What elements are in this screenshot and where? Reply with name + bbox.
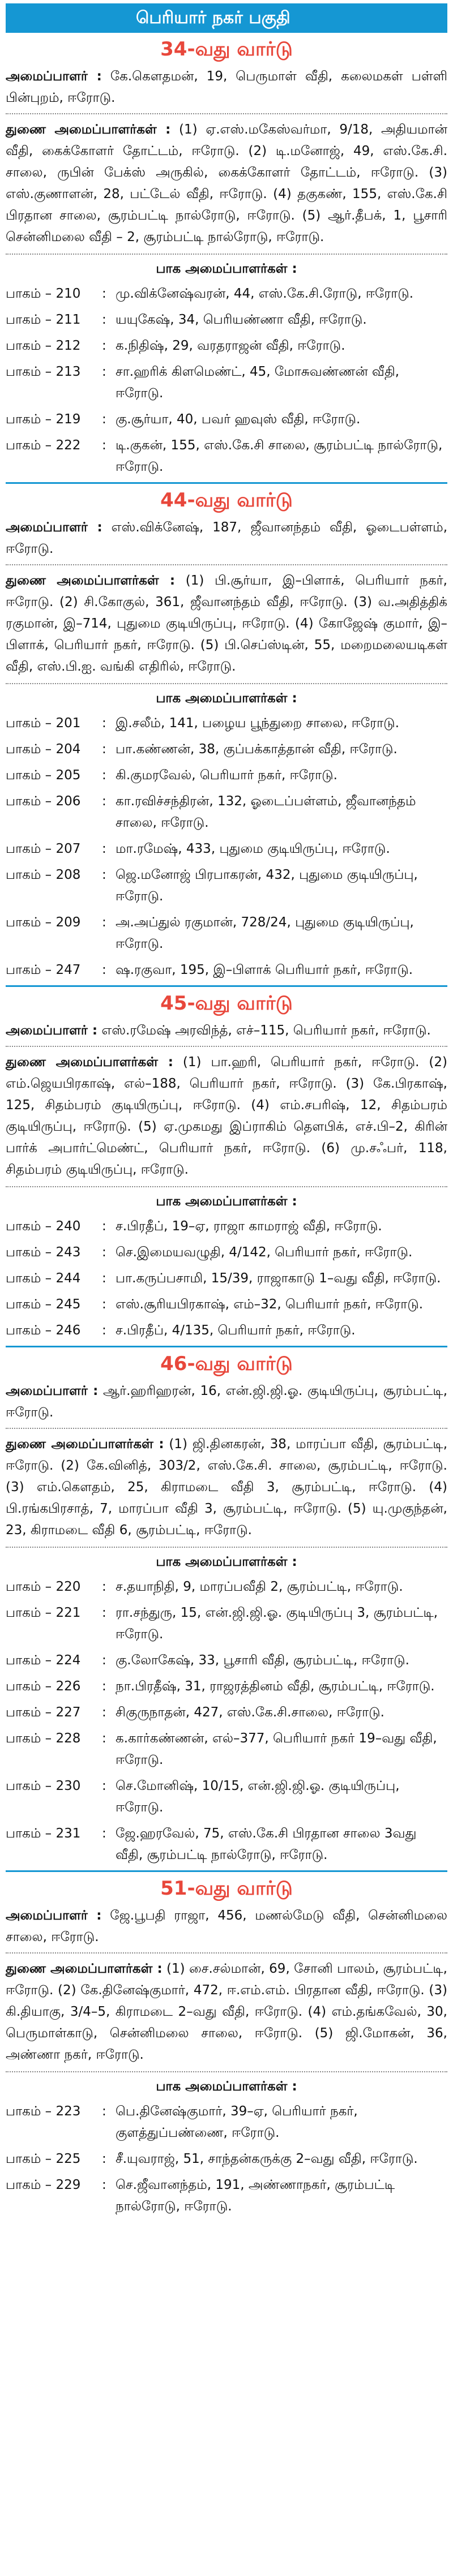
booth-number: பாகம் – 211 xyxy=(6,312,81,327)
booth-organizers-heading: பாக அமைப்பாளர்கள் : xyxy=(6,2071,447,2101)
booth-row xyxy=(6,1702,447,1723)
ward-section xyxy=(6,33,447,478)
booth-number: பாகம் – 229 xyxy=(6,2178,81,2192)
booth-organizer: செ.மோனிஷ், 10/15, என்.ஜி.ஜி.ஓ. குடியிருப்பு, ஈரோடு. xyxy=(116,1779,400,1815)
ward-section xyxy=(6,1346,447,1866)
booth-number: பாகம் – 224 xyxy=(6,1653,81,1668)
booth-organizer: ரா.சந்துரு, 15, என்.ஜி.ஜி.ஓ. குடியிருப்பு 3, சூரம்பட்டி, ஈரோடு. xyxy=(116,1605,438,1642)
booth-number: பாகம் – 225 xyxy=(6,2152,81,2166)
booth-row xyxy=(6,959,447,981)
booth-organizer: ஜே.ஹரவேல், 75, எஸ்.கே.சி பிரதான சாலை 3வது வீதி, சூரம்பட்டி நால்ரோடு, ஈரோடு. xyxy=(116,1826,417,1862)
ward-section xyxy=(6,482,447,981)
booth-colon: : xyxy=(102,1245,106,1260)
ward-deputies xyxy=(6,1433,447,1541)
booth-organizer: கா.ரவிச்சந்திரன், 132, ஓடைப்பள்ளம், ஜீவானந்தம் சாலை, ஈரோடு. xyxy=(116,794,416,830)
booth-row xyxy=(6,2174,447,2217)
booth-number: பாகம் – 207 xyxy=(6,842,81,856)
dotted-divider xyxy=(6,1428,447,1429)
booth-number: பாகம் – 213 xyxy=(6,364,81,379)
booth-organizer: சீ.யுவராஜ், 51, சாந்தன்கருக்கு 2–வது வீதி, ஈரோடு. xyxy=(116,2152,418,2166)
booth-organizer: டி.குகன், 155, எஸ்.கே.சி சாலை, சூரம்பட்டி நால்ரோடு, ஈரோடு. xyxy=(116,438,443,474)
booth-row xyxy=(6,912,447,955)
secretary-label: அமைப்பாளர் : xyxy=(6,1908,102,1923)
booth-colon: : xyxy=(102,338,106,353)
booth-colon: : xyxy=(102,1297,106,1312)
secretary-details: கே.கௌதமன், 19, பெருமாள் வீதி, கலைமகள் பள்ளி பின்புறம், ஈரோடு. xyxy=(6,69,448,105)
ward-title: 34-வது வார்டு xyxy=(160,38,293,61)
booth-number: பாகம் – 221 xyxy=(6,1605,81,1620)
ward-deputies xyxy=(6,1051,447,1180)
booth-number: பாகம் – 220 xyxy=(6,1579,81,1594)
booth-number: பாகம் – 226 xyxy=(6,1679,81,1694)
ward-secretary xyxy=(6,66,447,109)
booth-row xyxy=(6,1294,447,1315)
booth-organizer: யயுகேஷ், 34, பெரியண்ணா வீதி, ஈரோடு. xyxy=(116,312,367,327)
booth-organizer: அ.அப்துல் ரகுமான், 728/24, புதுமை குடியிருப்பு, ஈரோடு. xyxy=(116,915,414,951)
secretary-details: ஜே.பூபதி ராஜா, 456, மணல்மேடு வீதி, சென்னிமலை சாலை, ஈரோடு. xyxy=(6,1908,447,1944)
booth-colon: : xyxy=(102,438,106,453)
booth-organizer: பெ.தினேஷ்குமார், 39–ஏ, பெரியார் நகர், குளத்துப்பண்ணை, ஈரோடு. xyxy=(116,2104,358,2140)
booth-colon: : xyxy=(102,2178,106,2192)
booth-organizer: இ.சலீம், 141, பழைய பூந்துறை சாலை, ஈரோடு. xyxy=(116,716,400,731)
secretary-details: எஸ்.ரமேஷ் அரவிந்த், எச்–115, பெரியார் நகர், ஈரோடு. xyxy=(101,1023,431,1038)
booth-number: பாகம் – 212 xyxy=(6,338,81,353)
deputies-label: துணை அமைப்பாளர்கள் : xyxy=(6,1961,163,1976)
deputies-label: துணை அமைப்பாளர்கள் : xyxy=(6,122,171,137)
booth-number: பாகம் – 223 xyxy=(6,2104,81,2119)
ward-title: 46-வது வார்டு xyxy=(160,1353,293,1375)
booth-organizer: ஷ.ரகுவா, 195, இ–பிளாக் பெரியார் நகர், ஈரோடு. xyxy=(116,963,413,977)
booth-organizer: சா.ஹரிக் கிளமெண்ட், 45, மோசுவண்ணன் வீதி, ஈரோடு. xyxy=(116,364,400,401)
booth-number: பாகம் – 205 xyxy=(6,768,81,783)
booth-colon: : xyxy=(102,1705,106,1720)
booth-number: பாகம் – 219 xyxy=(6,412,81,427)
booth-number: பாகம் – 247 xyxy=(6,963,81,977)
booth-number: பாகம் – 244 xyxy=(6,1271,81,1286)
booth-colon: : xyxy=(102,1219,106,1234)
booth-number: பாகம் – 208 xyxy=(6,868,81,882)
booth-row xyxy=(6,1576,447,1598)
booth-organizer: ச.பிரதீப், 4/135, பெரியார் நகர், ஈரோடு. xyxy=(116,1323,356,1338)
booth-colon: : xyxy=(102,716,106,731)
dotted-divider xyxy=(6,564,447,565)
ward-secretary xyxy=(6,1020,447,1041)
booth-row xyxy=(6,2148,447,2170)
booth-row xyxy=(6,765,447,786)
booth-number: பாகம் – 245 xyxy=(6,1297,81,1312)
booth-colon: : xyxy=(102,364,106,379)
dotted-divider xyxy=(6,113,447,114)
booth-row xyxy=(6,838,447,860)
booth-number: பாகம் – 222 xyxy=(6,438,81,453)
booth-organizers-heading: பாக அமைப்பாளர்கள் : xyxy=(6,254,447,283)
deputies-details: (1) பி.சூர்யா, இ–பிளாக், பெரியார் நகர், ஈரோடு. (2) சி.கோகுல், 361, ஜீவானந்தம் வீதி, ஈரோடு. (3) வ.அதித்திக் ரகுமான், இ–714, புதுமை குடியிருப்பு, ஈரோடு. (4) கோஜேஷ் குமார், இ–பிளாக், பெரியார் நகர், ஈரோடு. (5) பி.செப்ஸ்டின், 55, மறைமலையடிகள் வீதி, எஸ்.பி.ஐ. வங்கி எதிரில், ஈரோடு. xyxy=(6,573,447,674)
ward-section xyxy=(6,1870,447,2217)
booth-row xyxy=(6,712,447,734)
booth-row xyxy=(6,791,447,834)
deputies-details: (1) ஜி.தினகரன், 38, மாரப்பா வீதி, சூரம்பட்டி, ஈரோடு. (2) கே.வினித், 303/2, எஸ்.கே.சி. சாலை, சூரம்பட்டி, ஈரோடு. (3) எம்.கௌதம், 25, கிராமடை வீதி 3, சூரம்பட்டி, ஈரோடு. (4) பி.ரங்கபிரசாத், 7, மாரப்பா வீதி 3, சூரம்பட்டி, ஈரோடு. (5) யு.முகுந்தன், 23, கிராமடை வீதி 6, சூரம்பட்டி, ஈரோடு. xyxy=(6,1437,448,1538)
booth-colon: : xyxy=(102,1779,106,1793)
booth-number: பாகம் – 206 xyxy=(6,794,81,809)
ward-deputies xyxy=(6,1958,447,2066)
booth-number: பாகம் – 228 xyxy=(6,1731,81,1746)
ward-secretary xyxy=(6,517,447,560)
booth-number: பாகம் – 227 xyxy=(6,1705,81,1720)
booth-organizer: ச.தயாநிதி, 9, மாரப்பவீதி 2, சூரம்பட்டி, ஈரோடு. xyxy=(116,1579,403,1594)
booth-organizer: மா.ரமேஷ், 433, புதுமை குடியிருப்பு, ஈரோடு. xyxy=(116,842,390,856)
booth-row xyxy=(6,1676,447,1697)
booth-row xyxy=(6,435,447,478)
booth-colon: : xyxy=(102,1826,106,1841)
booth-row xyxy=(6,1650,447,1671)
booth-organizer: செ.ஜீவானந்தம், 191, அண்ணாநகர், சூரம்பட்டி நால்ரோடு, ஈரோடு. xyxy=(116,2178,395,2214)
booth-colon: : xyxy=(102,794,106,809)
booth-row xyxy=(6,739,447,760)
booth-row xyxy=(6,283,447,304)
booth-colon: : xyxy=(102,963,106,977)
booth-row xyxy=(6,1242,447,1263)
booth-colon: : xyxy=(102,742,106,757)
deputies-label: துணை அமைப்பாளர்கள் : xyxy=(6,1437,164,1452)
ward-section xyxy=(6,985,447,1341)
secretary-label: அமைப்பாளர் : xyxy=(6,1023,98,1038)
section-header: பெரியார் நகர் பகுதி xyxy=(6,3,447,33)
ward-secretary xyxy=(6,1905,447,1948)
ward-title: 45-வது வார்டு xyxy=(160,992,293,1015)
booth-colon: : xyxy=(102,2152,106,2166)
deputies-label: துணை அமைப்பாளர்கள் : xyxy=(6,1055,173,1070)
booth-number: பாகம் – 231 xyxy=(6,1826,81,1841)
booth-row xyxy=(6,309,447,330)
booth-organizers-heading: பாக அமைப்பாளர்கள் : xyxy=(6,1186,447,1216)
booth-number: பாகம் – 240 xyxy=(6,1219,81,1234)
booth-row xyxy=(6,1268,447,1289)
booth-organizer: செ.இமையவழுதி, 4/142, பெரியார் நகர், ஈரோடு. xyxy=(116,1245,413,1260)
booth-colon: : xyxy=(102,312,106,327)
secretary-label: அமைப்பாளர் : xyxy=(6,69,102,84)
booth-colon: : xyxy=(102,1731,106,1746)
booth-organizer: க.கார்கண்ணன், எல்–377, பெரியார் நகர் 19–வது வீதி, ஈரோடு. xyxy=(116,1731,437,1767)
booth-number: பாகம் – 204 xyxy=(6,742,81,757)
deputies-label: துணை அமைப்பாளர்கள் : xyxy=(6,573,176,588)
booth-number: பாகம் – 209 xyxy=(6,915,81,930)
booth-row xyxy=(6,335,447,357)
booth-colon: : xyxy=(102,1605,106,1620)
booth-colon: : xyxy=(102,1653,106,1668)
booth-number: பாகம் – 246 xyxy=(6,1323,81,1338)
booth-row xyxy=(6,409,447,430)
booth-number: பாகம் – 201 xyxy=(6,716,81,731)
booth-row xyxy=(6,1216,447,1237)
booth-organizer: கி.குமரவேல், பெரியார் நகர், ஈரோடு. xyxy=(116,768,337,783)
secretary-details: ஆர்.ஹரிஹரன், 16, என்.ஜி.ஜி.ஓ. குடியிருப்பு, சூரம்பட்டி, ஈரோடு. xyxy=(6,1384,448,1420)
booth-number: பாகம் – 230 xyxy=(6,1779,81,1793)
page xyxy=(0,3,453,2576)
booth-colon: : xyxy=(102,768,106,783)
booth-colon: : xyxy=(102,412,106,427)
booth-organizer: க.நிதிஷ், 29, வரதராஜன் வீதி, ஈரோடு. xyxy=(116,338,345,353)
booth-row xyxy=(6,864,447,907)
booth-number: பாகம் – 210 xyxy=(6,286,81,301)
booth-organizer: சிகுருநாதன், 427, எஸ்.கே.சி.சாலை, ஈரோடு. xyxy=(116,1705,384,1720)
booth-row xyxy=(6,1775,447,1818)
secretary-label: அமைப்பாளர் : xyxy=(6,1384,99,1398)
booth-organizers-heading: பாக அமைப்பாளர்கள் : xyxy=(6,683,447,712)
dotted-divider xyxy=(6,1046,447,1047)
booth-colon: : xyxy=(102,2104,106,2119)
booth-colon: : xyxy=(102,915,106,930)
secretary-label: அமைப்பாளர் : xyxy=(6,520,102,535)
booth-organizer: கு.சூர்யா, 40, பவர் ஹவுஸ் வீதி, ஈரோடு. xyxy=(116,412,361,427)
booth-colon: : xyxy=(102,1323,106,1338)
ward-deputies xyxy=(6,570,447,677)
deputies-details: (1) பா.ஹரி, பெரியார் நகர், ஈரோடு. (2) எம்.ஜெயபிரகாஷ், எல்–188, பெரியார் நகர், ஈரோடு. (3) கே.பிரகாஷ், 125, சிதம்பரம் குடியிருப்பு, ஈரோடு. (4) எம்.சபரிஷ், 12, சிதம்பரம் குடியிருப்பு, ஈரோடு. (5) ஏ.முகமது இப்ராகிம் தௌபிக், எச்.பி–2, கிரின் பார்க் அபார்ட்மெண்ட், பெரியார் நகர், ஈரோடு. (6) மு.சஃபர், 118, சிதம்பரம் குடியிருப்பு, ஈரோடு. xyxy=(6,1055,448,1177)
booth-row xyxy=(6,2101,447,2144)
deputies-details: (1) சை.சல்மான், 69, சோனி பாலம், சூரம்பட்டி, ஈரோடு. (2) கே.தினேஷ்குமார், 472, ஈ.எம்.எம். பிரதான வீதி, ஈரோடு. (3) கி.தியாகு, 3/4–5, கிராமடை 2–வது வீதி, ஈரோடு. (4) எம்.தங்கவேல், 30, பெருமாள்காடு, சென்னிமலை சாலை, ஈரோடு. (5) ஜி.மோகன், 36, அண்ணா நகர், ஈரோடு. xyxy=(6,1961,447,2062)
booth-row xyxy=(6,361,447,404)
booth-organizer: பா.கண்ணன், 38, குப்பக்காத்தான் வீதி, ஈரோடு. xyxy=(116,742,398,757)
booth-number: பாகம் – 243 xyxy=(6,1245,81,1260)
dotted-divider xyxy=(6,1952,447,1954)
ward-deputies xyxy=(6,119,447,248)
booth-colon: : xyxy=(102,842,106,856)
booth-colon: : xyxy=(102,1271,106,1286)
booth-colon: : xyxy=(102,1579,106,1594)
booth-organizer: ஜெ.மனோஜ் பிரபாகரன், 432, புதுமை குடியிருப்பு, ஈரோடு. xyxy=(116,868,418,904)
booth-row xyxy=(6,1320,447,1341)
booth-organizer: மு.விக்னேஷ்வரன், 44, எஸ்.கே.சி.ரோடு, ஈரோடு. xyxy=(116,286,414,301)
deputies-details: (1) ஏ.எஸ்.மகேஸ்வர்மா, 9/18, அதியமான் வீதி, கைக்கோளர் தோட்டம், ஈரோடு. (2) டி.மனோஜ், 49, எஸ்.கே.சி. சாலை, ருபின் பேக்ஸ் அருகில், கைக்கோளர் தோட்டம், ஈரோடு. (3) எஸ்.குணாளன், 28, பட்டேல் வீதி, ஈரோடு. (4) தகுகண், 155, எஸ்.கே.சி பிரதான சாலை, சூரம்பட்டி நால்ரோடு, ஈரோடு. (5) ஆர்.தீபக், 1, பூசாரி சென்னிமலை வீதி – 2, சூரம்பட்டி நால்ரோடு, ஈரோடு. xyxy=(6,122,447,244)
ward-title: 44-வது வார்டு xyxy=(160,489,293,512)
booth-colon: : xyxy=(102,286,106,301)
booth-organizers-heading: பாக அமைப்பாளர்கள் : xyxy=(6,1547,447,1576)
booth-colon: : xyxy=(102,868,106,882)
booth-row xyxy=(6,1728,447,1771)
ward-title: 51-வது வார்டு xyxy=(160,1877,293,1900)
booth-organizer: கு.லோகேஷ், 33, பூசாரி வீதி, சூரம்பட்டி, ஈரோடு. xyxy=(116,1653,409,1668)
booth-colon: : xyxy=(102,1679,106,1694)
booth-row xyxy=(6,1602,447,1645)
booth-organizer: எஸ்.சூரியபிரகாஷ், எம்–32, பெரியார் நகர், ஈரோடு. xyxy=(116,1297,424,1312)
wards-list xyxy=(6,33,447,2217)
booth-organizer: நா.பிரதீஷ், 31, ராஜரத்தினம் வீதி, சூரம்பட்டி, ஈரோடு. xyxy=(116,1679,435,1694)
ward-secretary xyxy=(6,1380,447,1423)
booth-row xyxy=(6,1823,447,1866)
booth-organizer: பா.கருப்பசாமி, 15/39, ராஜாகாடு 1–வது வீதி, ஈரோடு. xyxy=(116,1271,441,1286)
booth-organizer: ச.பிரதீப், 19–ஏ, ராஜா காமராஜ் வீதி, ஈரோடு. xyxy=(116,1219,382,1234)
secretary-details: எஸ்.விக்னேஷ், 187, ஜீவானந்தம் வீதி, ஓடைபள்ளம், ஈரோடு. xyxy=(6,520,448,556)
